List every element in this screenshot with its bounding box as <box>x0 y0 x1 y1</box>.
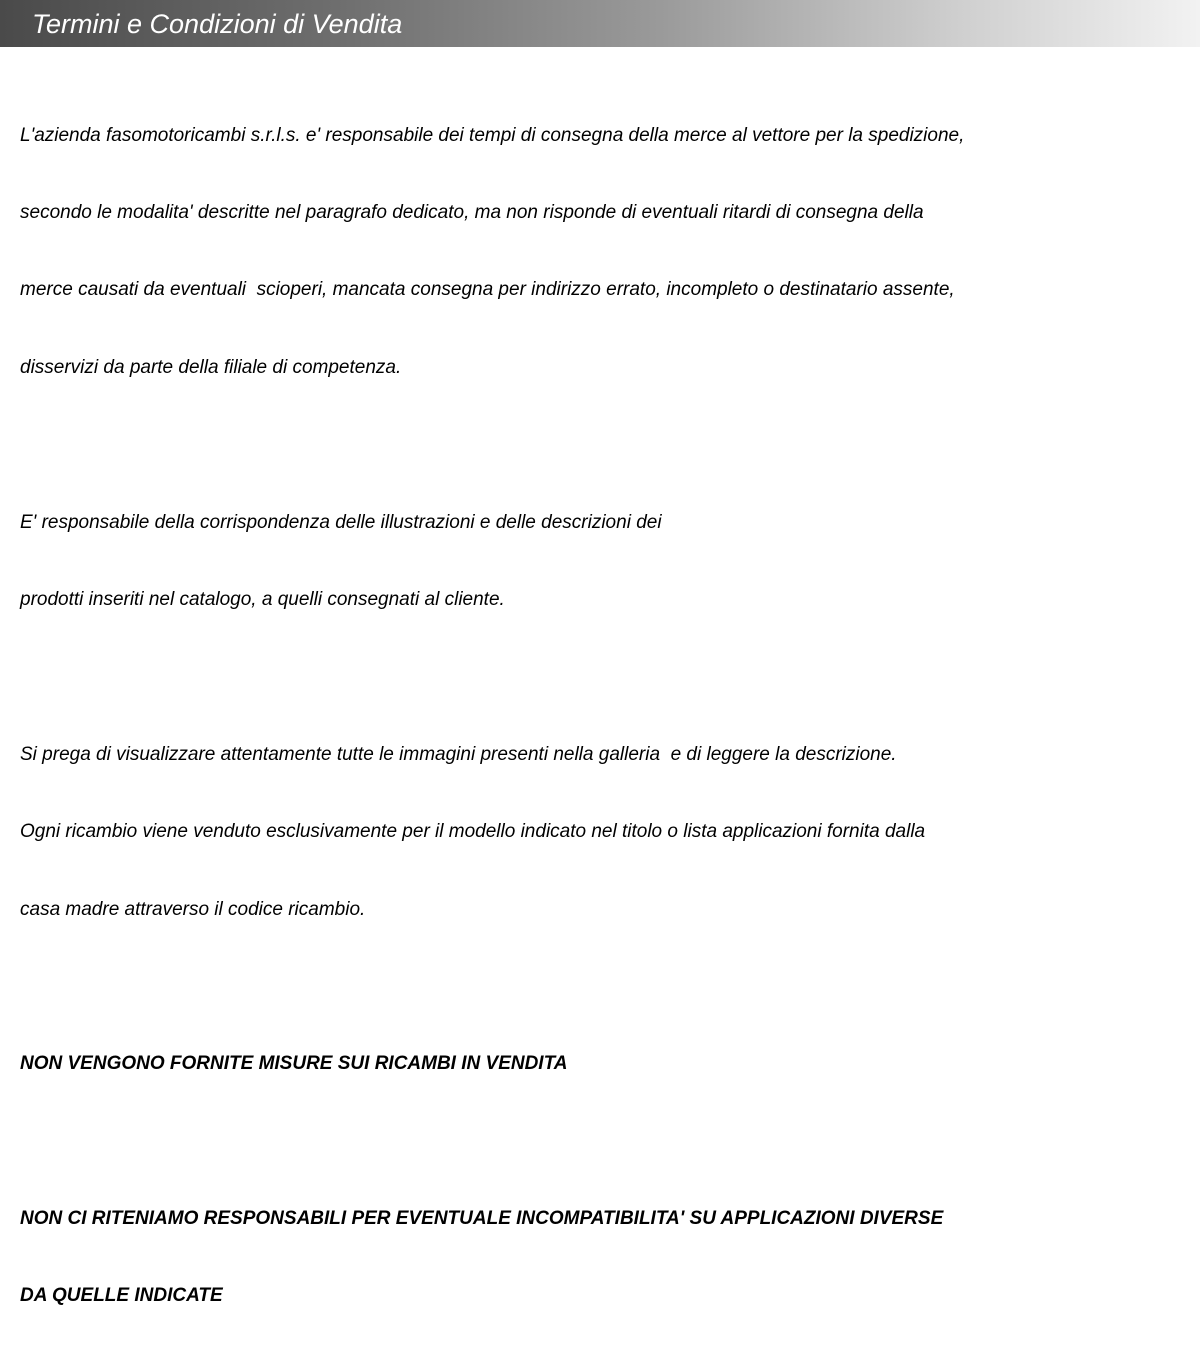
page-title: Termini e Condizioni di Vendita <box>32 9 403 39</box>
text-line: prodotti inseriti nel catalogo, a quelli consegnati al cliente. <box>20 588 505 610</box>
notice-no-measurements <box>20 1000 1190 1129</box>
text-line: secondo le modalita' descritte nel paragrafo dedicato, ma non risponde di eventuali ritardi di consegna della <box>20 201 924 223</box>
text-line: L'azienda fasomotoricambi s.r.l.s. e' responsabile dei tempi di consegna della merce al vettore per la spedizione, <box>20 124 965 146</box>
paragraph-spacer <box>20 1129 1190 1155</box>
text-line: Si prega di visualizzare attentamente tutte le immagini presenti nella galleria e di leggere la descrizione. <box>20 743 897 765</box>
text-line: NON VENGONO FORNITE MISURE SUI RICAMBI IN VENDITA <box>20 1053 568 1075</box>
text-line: merce causati da eventuali scioperi, mancata consegna per indirizzo errato, incompleto o destinatario assente, <box>20 279 955 301</box>
paragraph-spacer <box>20 664 1190 690</box>
paragraph-gallery-notice <box>20 690 1190 974</box>
paragraph-delivery-responsibility <box>20 71 1190 432</box>
text-line: E' responsabile della corrispondenza delle illustrazioni e delle descrizioni dei <box>20 511 662 533</box>
paragraph-catalog-correspondence <box>20 458 1190 664</box>
notice-incompatibility-disclaimer <box>20 1154 1190 1360</box>
terms-content <box>20 71 1190 1361</box>
header-bar <box>0 0 1200 47</box>
text-line: DA QUELLE INDICATE <box>20 1285 223 1307</box>
paragraph-spacer <box>20 974 1190 1000</box>
text-line: Ogni ricambio viene venduto esclusivamente per il modello indicato nel titolo o lista applicazioni fornita dalla <box>20 821 926 843</box>
text-line: NON CI RITENIAMO RESPONSABILI PER EVENTUALE INCOMPATIBILITA' SU APPLICAZIONI DIVERSE <box>20 1208 944 1230</box>
text-line: casa madre attraverso il codice ricambio. <box>20 898 366 920</box>
text-line: disservizi da parte della filiale di competenza. <box>20 356 402 378</box>
paragraph-spacer <box>20 432 1190 458</box>
